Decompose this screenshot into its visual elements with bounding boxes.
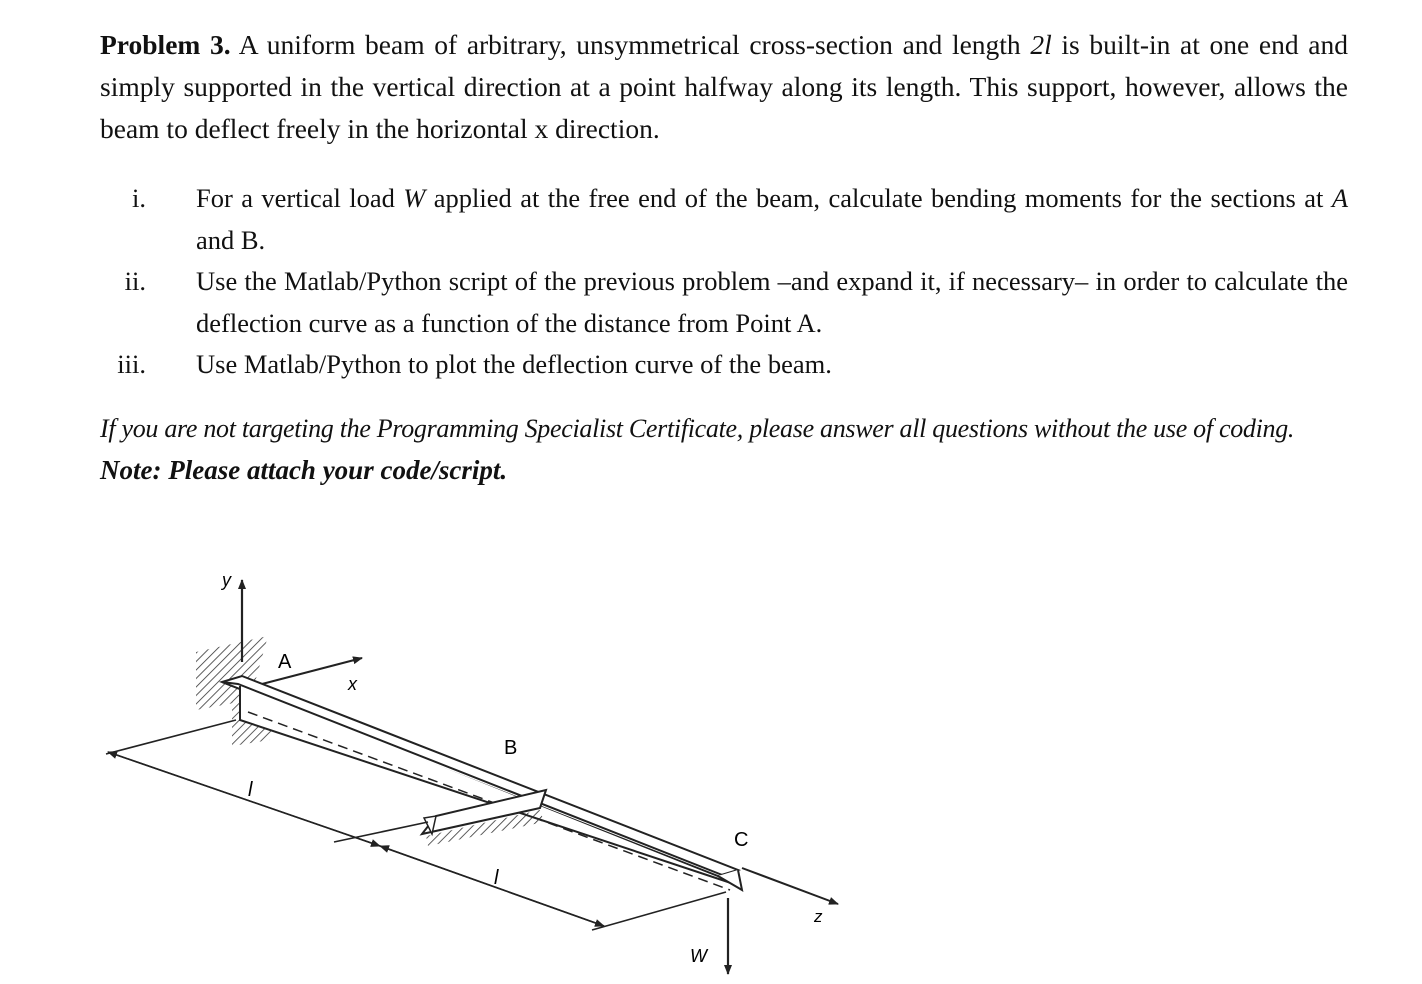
- y-axis-label: y: [222, 570, 231, 590]
- beam: [222, 676, 742, 890]
- x-axis-line: [262, 658, 362, 684]
- task-number: iii.: [117, 349, 146, 379]
- beam-diagram: [0, 540, 900, 984]
- task-item: [100, 344, 1348, 386]
- task-item: [100, 261, 1348, 344]
- task-text: Use the Matlab/Python script of the previous problem –and expand it, if necessary– in order to calculate the deflection curve as a function of the distance from Point A.: [196, 266, 1348, 338]
- point-b-label: B: [504, 737, 518, 759]
- task-item: [100, 178, 1348, 261]
- coding-note: If you are not targeting the Programming Specialist Certificate, please answer all questions without the use of coding.: [100, 414, 1295, 443]
- task-text: Use Matlab/Python to plot the deflection curve of the beam.: [196, 349, 832, 379]
- section-a-symbol: A: [1331, 183, 1348, 213]
- task-number: i.: [132, 183, 146, 213]
- dimension-label-2: l: [494, 867, 499, 889]
- problem-text-2: is built-in at one end and simply supported in the vertical direction at a point halfway along its length. This support, however, allows the beam to deflect freely in the horizontal x direction.: [100, 29, 1349, 144]
- task-text: For a vertical load: [196, 183, 404, 213]
- z-axis-line: [742, 868, 838, 904]
- problem-statement: [100, 24, 1348, 150]
- task-list: [100, 178, 1348, 386]
- load-symbol: W: [403, 183, 426, 213]
- x-axis-label: x: [348, 674, 357, 694]
- dimension-label-1: l: [248, 779, 253, 801]
- length-symbol: 2l: [1030, 29, 1052, 60]
- attach-note: Note: Please attach your code/script.: [100, 455, 508, 485]
- problem-text-1: A uniform beam of arbitrary, unsymmetrical cross-section and length: [230, 29, 1031, 60]
- problem-label: Problem 3.: [100, 29, 231, 60]
- point-a-label: A: [278, 651, 292, 673]
- load-label: W: [690, 946, 707, 966]
- point-c-label: C: [734, 829, 749, 851]
- z-axis-label: z: [814, 907, 823, 926]
- task-text: applied at the free end of the beam, calculate bending moments for the sections at: [425, 183, 1332, 213]
- task-text: and B.: [196, 224, 266, 255]
- task-number: ii.: [124, 266, 146, 296]
